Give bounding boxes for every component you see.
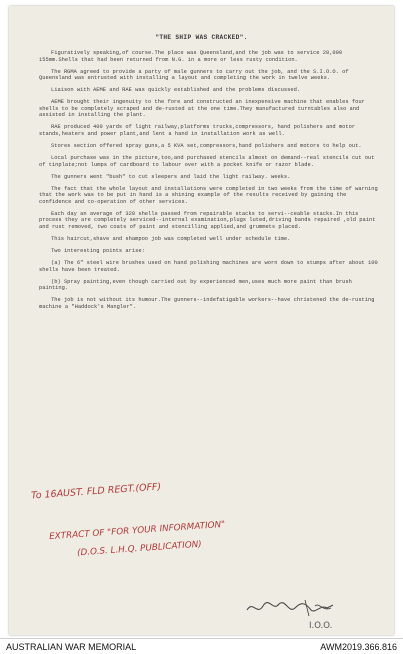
- body-paragraph: (a) The 6" steel wire brushes used on hand polishing machines are worn down to stumps after about 100 shells have been treated.: [39, 260, 378, 273]
- document-page: [9, 6, 394, 635]
- signature-title: I.O.O.: [309, 621, 333, 631]
- handwritten-signature: [245, 596, 337, 624]
- body-paragraph: Liaison with AEME and RAE was quickly established and the problems discussed.: [51, 87, 301, 94]
- body-paragraph: Local purchase was in the picture,too,and purchased stencils almost on demand--real stencils cut out of tinplate;not lumps of cardboard to labour over with a pocket knife or razor blade.: [39, 155, 375, 168]
- handwritten-recipient: To 16AUST. FLD REGT.(OFF): [30, 481, 162, 502]
- handwritten-extract-line: EXTRACT OF "FOR YOUR INFORMATION": [48, 519, 226, 543]
- archive-footer: [0, 638, 403, 654]
- body-paragraph: Two interesting points arise:: [51, 248, 145, 255]
- body-paragraph: This haircut,shave and shampoo job was completed well under schedule time.: [51, 235, 291, 242]
- body-paragraph: Figuratively speaking,of course.The place was Queensland,and the job was to service 20,000 155mm.Shells that had been returned from N.G. in a more or less rusty condition.: [39, 50, 343, 63]
- body-paragraph: Each day an average of 320 shells passed from repairable stacks to servi--ceable stacks.In this process they are completely serviced--internal examination,plugs luted,driving bands repaired ,old paint and rust removed, two coats of paint and stencilling applied,and grummets placed.: [39, 210, 376, 230]
- body-paragraph: The gunners went "bush" to cut sleepers and laid the light railway. weeks.: [51, 173, 291, 180]
- body-paragraph: The fact that the whole layout and installations were completed in two weeks from the time of warning that the work was to be put in hand is a shining example of the results received by gaining the confidence and co-operation of other services.: [39, 185, 378, 205]
- document-body: [39, 50, 379, 316]
- body-paragraph: The RGMA agreed to provide a party of male gunners to carry out the job, and the S.I.O.O. of Queensland was entrusted with installing a layout and completing the work in twelve weeks.: [39, 68, 349, 82]
- body-paragraph: Stores section offered spray guns,a 5 KVA set,compressors,hand polishers and motors to help out.: [51, 142, 362, 149]
- document-title: "THE SHIP WAS CRACKED".: [155, 34, 248, 41]
- body-paragraph: AEME brought their ingenuity to the fore and constructed an inexpensive machine that enables four shells to be completely scraped and de-rusted at the one time.They manufactured turntables also and assisted in installing the plant.: [39, 99, 365, 119]
- body-paragraph: (b) Spray painting,even though carried out by experienced men,uses much more paint than brush painting.: [39, 278, 352, 292]
- footer-accession-number: AWM2019.366.816: [320, 642, 397, 652]
- footer-institution: AUSTRALIAN WAR MEMORIAL: [6, 642, 137, 652]
- body-paragraph: RAE produced 400 yards of light railway,platforms trucks,compressors, hand polishers and motor stands,heaters and power plant,and lent a hand in installation work as well.: [39, 124, 356, 137]
- handwritten-publication-line: (D.O.S. L.H.Q. PUBLICATION): [76, 539, 203, 559]
- body-paragraph: The job is not without its humour.The gunners--indefatigable workers--have christened the de-rusting machine a "Haddock's Mangler".: [39, 297, 375, 310]
